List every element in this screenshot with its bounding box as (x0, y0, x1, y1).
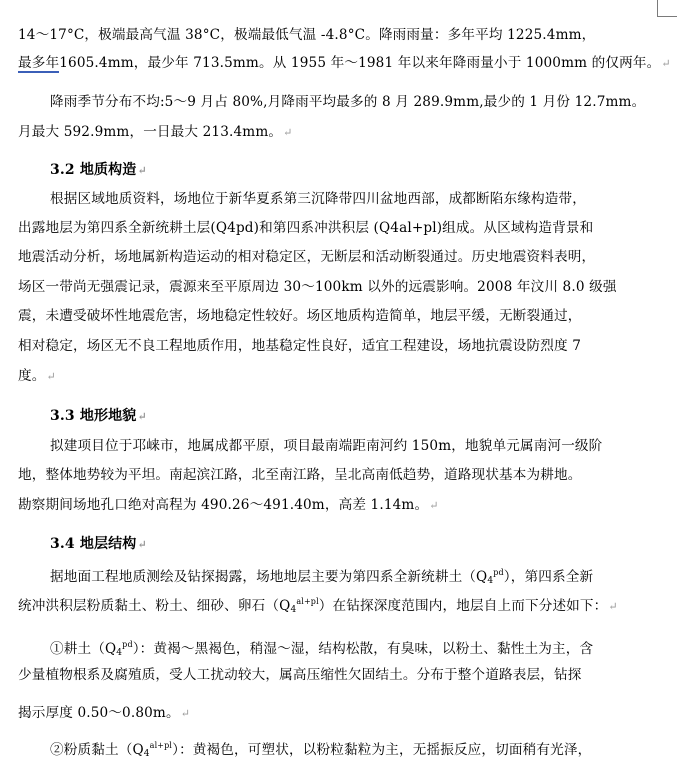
text-line: ②粉质黏土$(Q_4^{al+pl})$：黄褐色，可塑状，以粉粒黏粒为主，无摇振反应，切面稍有光泽， (50, 741, 592, 759)
paragraph-mark-icon: ↵ (283, 126, 293, 139)
paragraph-mark-icon: ↵ (180, 707, 191, 720)
text-line: 降雨季节分布不均:5～9 月占 80%,月降雨平均最多的 8 月 289.9mm,最少的 1 月份 12.7mm。 (50, 94, 646, 110)
paragraph-mark-icon: ↵ (46, 370, 56, 383)
text-line: 据地面工程地质测绘及钻探揭露，场地地层主要为第四系全新统耕土$(Q_4^{pd})$，第四系全新 (50, 568, 594, 586)
text-line: ①耕土$(Q_4^{pd})$：黄褐～黑褐色，稍湿～湿，结构松散，有臭味，以粉土、黏性土为主，含 (50, 640, 594, 658)
text-line: 度。↵ (18, 368, 56, 384)
spellcheck-marked-word: 最多年 (18, 55, 60, 71)
paragraph-mark-icon: ↵ (661, 57, 671, 70)
text-line: 勘察期间场地孔口绝对高程为 490.26～491.40m，高差 1.14m。↵ (18, 497, 439, 513)
text-line: 根据区域地质资料，场地位于新华夏系第三沉降带四川盆地西部，成都断陷东缘构造带， (50, 191, 587, 207)
paragraph-mark-icon: ↵ (137, 538, 147, 551)
page-corner-mark-h (657, 16, 677, 17)
text-line: 震，未遭受破坏性地震危害，场地稳定性较好。场区地质构造简单，地层平缓，无断裂通过， (18, 308, 582, 324)
text-line: 拟建项目位于邛崃市，地属成都平原，项目最南端距南河约 150m，地貌单元属南河一级阶 (50, 438, 603, 454)
text-line: 月最大 592.9mm，一日最大 213.4mm。↵ (18, 124, 293, 140)
text-line: 相对稳定，场区无不良工程地质作用，地基稳定性良好，适宜工程建设，场地抗震设防烈度 7 (18, 338, 582, 354)
text-line: 少量植物根系及腐殖质，受人工扰动较大，属高压缩性欠固结土。分布于整个道路表层，钻探 (18, 667, 582, 683)
text-line: 出露地层为第四系全新统耕土层(Q4pd)和第四系冲洪积层 (Q4al+pl)组成。从区域构造背景和 (18, 220, 594, 236)
section-heading-3-2: 3.2 地质构造↵ (50, 162, 147, 178)
page-corner-mark (657, 0, 658, 16)
section-heading-3-3: 3.3 地形地貌↵ (50, 408, 147, 424)
paragraph-mark-icon: ↵ (429, 499, 439, 512)
paragraph-mark-icon: ↵ (137, 164, 147, 177)
text-line: 最多年1605.4mm，最少年 713.5mm。从 1955 年～1981 年以来年降雨量小于 1000mm 的仅两年。↵ (18, 55, 671, 71)
text-line: 14～17°C，极端最高气温 38°C，极端最低气温 -4.8°C。降雨雨量：多年平均 1225.4mm， (18, 27, 596, 43)
text-line: 地，整体地势较为平坦。南起滨江路，北至南江路，呈北高南低趋势，道路现状基本为耕地。 (18, 467, 582, 483)
text-line: 揭示厚度 0.50～0.80m。↵ (18, 705, 191, 721)
paragraph-mark-icon: ↵ (608, 600, 618, 613)
text-line: 统冲洪积层粉质黏土、粉土、细砂、卵石$(Q_4^{al+pl})$在钻探深度范围内，地层自上而下分述如下：↵ (18, 597, 618, 615)
paragraph-mark-icon: ↵ (137, 410, 147, 423)
section-heading-3-4: 3.4 地层结构↵ (50, 536, 147, 552)
text-line: 地震活动分析，场地属新构造运动的相对稳定区，无断层和活动断裂通过。历史地震资料表明， (18, 249, 596, 265)
text-line: 场区一带尚无强震记录，震源来至平原周边 30～100km 以外的远震影响。2008 年汶川 8.0 级强 (18, 279, 617, 295)
